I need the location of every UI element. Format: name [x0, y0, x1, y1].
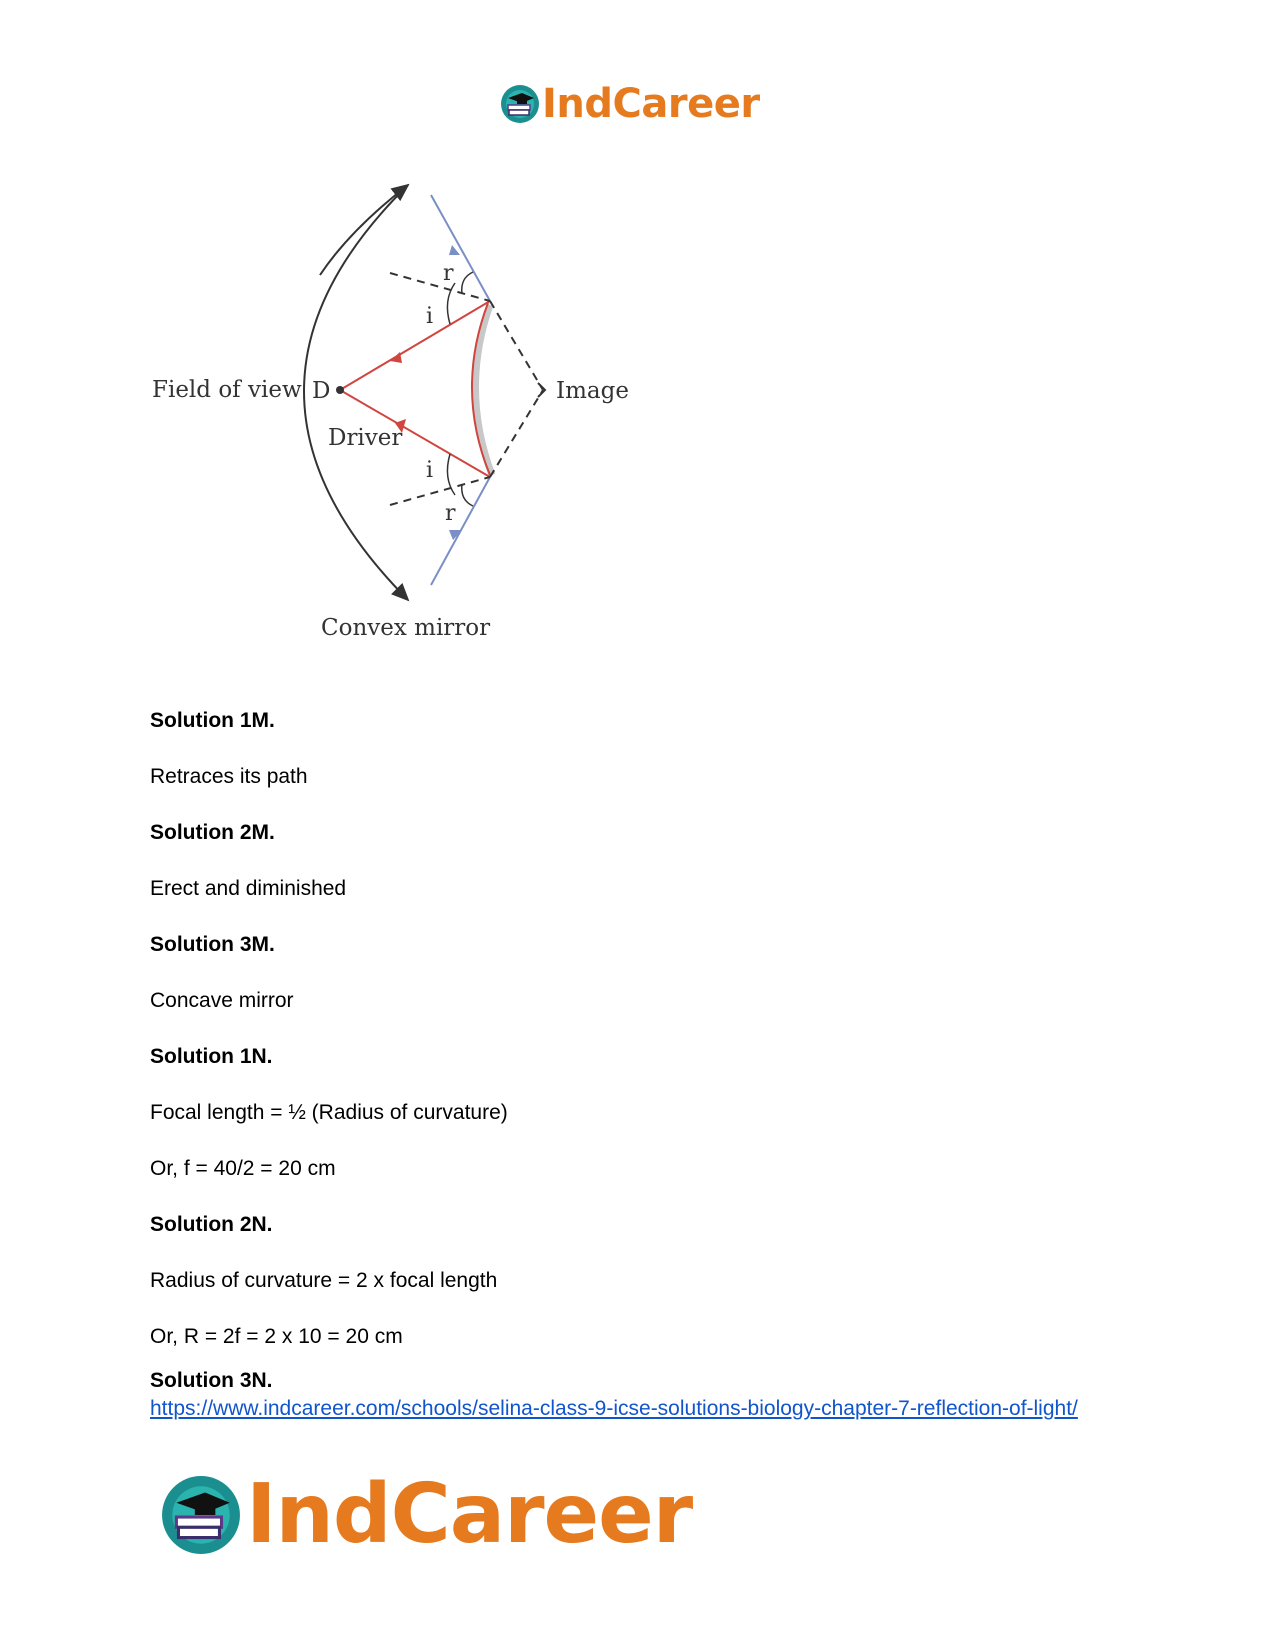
source-link[interactable]: https://www.indcareer.com/schools/selina-class-9-icse-solutions-biology-chapter-7-reflection-of-light/: [150, 1397, 1078, 1420]
solution-text: Erect and diminished: [150, 877, 347, 900]
solution-text: Or, f = 40/2 = 20 cm: [150, 1157, 336, 1180]
indcareer-logo-bottom: [160, 1467, 693, 1562]
solution-text: Retraces its path: [150, 765, 308, 788]
solution-heading: Solution 2M.: [150, 821, 275, 844]
reflected-ray-top: [340, 301, 490, 390]
solution-heading: Solution 2N.: [150, 1213, 273, 1236]
brand-wordmark: IndCareer: [542, 81, 760, 127]
image-point: [538, 383, 545, 397]
convex-mirror-diagram: [140, 175, 660, 685]
solution-heading: Solution 1N.: [150, 1045, 273, 1068]
solution-heading: Solution 1M.: [150, 709, 275, 732]
solution-heading: Solution 3M.: [150, 933, 275, 956]
solution-text: Focal length = ½ (Radius of curvature): [150, 1101, 508, 1124]
label-convex-mirror: Convex mirror: [321, 615, 491, 641]
solution-text: Radius of curvature = 2 x focal length: [150, 1269, 498, 1292]
graduation-book-icon: [160, 1474, 242, 1556]
label-field-of-view: Field of view: [152, 377, 302, 403]
solution-text: Concave mirror: [150, 989, 294, 1012]
indcareer-logo-top: [500, 78, 760, 130]
label-d: D: [312, 378, 331, 404]
solution-text: Or, R = 2f = 2 x 10 = 20 cm: [150, 1325, 403, 1348]
label-driver: Driver: [328, 425, 403, 451]
incident-ray-top: [431, 195, 490, 301]
label-image: Image: [556, 378, 629, 404]
label-i-bottom: i: [426, 458, 434, 483]
label-i-top: i: [426, 304, 434, 329]
label-r-top: r: [443, 261, 454, 286]
convex-mirror-surface: [475, 305, 492, 475]
brand-wordmark: IndCareer: [246, 1467, 693, 1562]
solution-heading: Solution 3N.: [150, 1369, 273, 1392]
solutions-section: [150, 708, 1150, 1424]
driver-point: [336, 386, 344, 394]
label-r-bottom: r: [445, 501, 456, 526]
graduation-book-icon: [500, 84, 540, 124]
